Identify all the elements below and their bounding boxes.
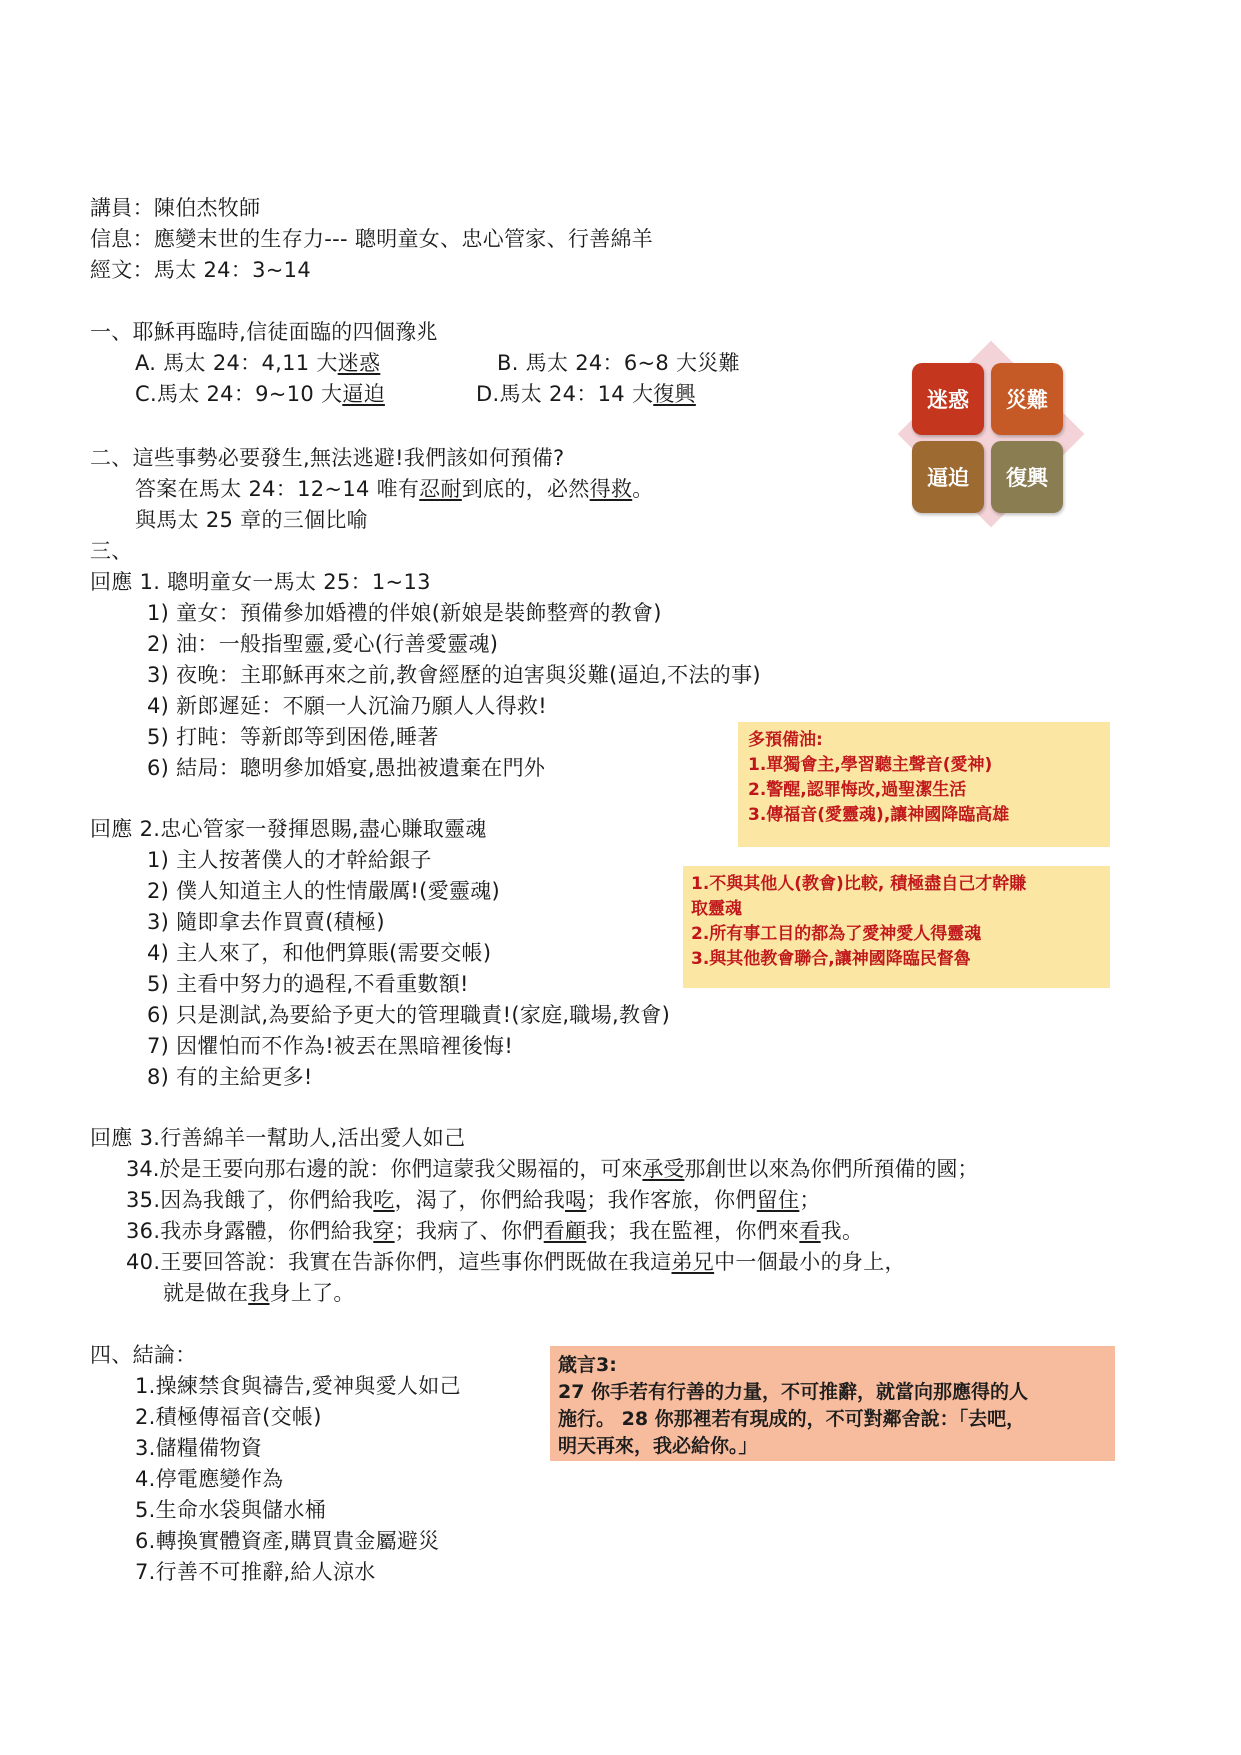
response-2-item: 5) 主看中努力的過程,不看重數額! xyxy=(147,972,469,996)
response-2-item: 4) 主人來了，和他們算賬(需要交帳) xyxy=(147,941,492,965)
callout-prepare-oil xyxy=(738,722,1110,847)
verse-40: 40.王要回答說：我實在告訴你們，這些事你們既做在我這弟兄中一個最小的身上， xyxy=(126,1250,906,1274)
response-2-item: 7) 因懼怕而不作為!被丟在黑暗裡後悔! xyxy=(147,1034,514,1058)
response-2-item: 1) 主人按著僕人的才幹給銀子 xyxy=(147,848,432,872)
section-2-answer: 答案在馬太 24：12~14 唯有忍耐到底的，必然得救。 xyxy=(135,477,654,501)
conclusion-item: 4.停電應變作為 xyxy=(135,1467,284,1491)
callout-proverbs xyxy=(550,1346,1115,1461)
four-signs-diagram xyxy=(898,341,1084,527)
response-1-item: 1) 童女：預備參加婚禮的伴娘(新娘是裝飾整齊的教會) xyxy=(147,601,662,625)
speaker-line: 講員：陳伯杰牧師 xyxy=(90,196,261,220)
sign-d: D.馬太 24：14 大復興 xyxy=(476,382,696,406)
callout-line: 2.所有事工目的都為了愛神愛人得靈魂 xyxy=(691,924,982,944)
callout-line: 3.傳福音(愛靈魂),讓神國降臨高雄 xyxy=(748,805,1010,825)
callout-line: 27 你手若有行善的力量，不可推辭，就當向那應得的人 xyxy=(558,1381,1029,1403)
conclusion-item: 7.行善不可推辭,給人涼水 xyxy=(135,1560,376,1584)
diagram-tile-deception: 迷惑 xyxy=(912,363,984,435)
verse-35: 35.因為我餓了，你們給我吃，渴了，你們給我喝；我作客旅，你們留住； xyxy=(126,1188,821,1212)
section-3-title: 三、 xyxy=(90,539,133,563)
response-1-title: 回應 1. 聰明童女一馬太 25：1~13 xyxy=(90,570,431,594)
response-2-item: 2) 僕人知道主人的性情嚴厲!(愛靈魂) xyxy=(147,879,501,903)
section-2-title: 二、這些事勢必要發生,無法逃避!我們該如何預備? xyxy=(90,446,565,470)
response-2-title: 回應 2.忠心管家一發揮恩賜,盡心賺取靈魂 xyxy=(90,817,487,841)
message-title: 信息：應變末世的生存力--- 聰明童女、忠心管家、行善綿羊 xyxy=(90,227,654,251)
section-1-title: 一、耶穌再臨時,信徒面臨的四個豫兆 xyxy=(90,320,438,344)
response-2-item: 3) 隨即拿去作買賣(積極) xyxy=(147,910,385,934)
diagram-tile-revival: 復興 xyxy=(991,441,1063,513)
conclusion-item: 6.轉換實體資產,購買貴金屬避災 xyxy=(135,1529,440,1553)
response-1-item: 3) 夜晚：主耶穌再來之前,教會經歷的迫害與災難(逼迫,不法的事) xyxy=(147,663,761,687)
conclusion-item: 3.儲糧備物資 xyxy=(135,1436,263,1460)
scripture-line: 經文：馬太 24：3~14 xyxy=(90,258,311,282)
diagram-tile-disaster: 災難 xyxy=(991,363,1063,435)
sign-a: A. 馬太 24：4,11 大迷惑 xyxy=(135,351,381,375)
callout-line: 1.不與其他人(教會)比較, 積極盡自己才幹賺 xyxy=(691,874,1027,894)
sign-b: B. 馬太 24：6~8 大災難 xyxy=(497,351,740,375)
verse-40-cont: 就是做在我身上了。 xyxy=(163,1281,355,1305)
callout-line: 1.單獨會主,學習聽主聲音(愛神) xyxy=(748,755,993,775)
response-1-item: 6) 結局：聰明參加婚宴,愚拙被遺棄在門外 xyxy=(147,756,546,780)
verse-36: 36.我赤身露體，你們給我穿；我病了、你們看顧我；我在監裡，你們來看我。 xyxy=(126,1219,864,1243)
diagram-tile-persecution: 逼迫 xyxy=(912,441,984,513)
response-2-item: 8) 有的主給更多! xyxy=(147,1065,313,1089)
response-1-item: 5) 打盹：等新郎等到困倦,睡著 xyxy=(147,725,439,749)
response-2-item: 6) 只是測試,為要給予更大的管理職責!(家庭,職場,教會) xyxy=(147,1003,671,1027)
sign-c: C.馬太 24：9~10 大逼迫 xyxy=(135,382,385,406)
conclusion-item: 2.積極傳福音(交帳) xyxy=(135,1405,322,1429)
section-4-title: 四、結論： xyxy=(90,1343,197,1367)
callout-title: 多預備油: xyxy=(748,730,823,750)
callout-title: 箴言3: xyxy=(558,1354,617,1376)
response-1-item: 2) 油：一般指聖靈,愛心(行善愛靈魂) xyxy=(147,632,499,656)
callout-line: 施行。 28 你那裡若有現成的，不可對鄰舍說：「去吧， xyxy=(558,1408,1026,1430)
response-1-item: 4) 新郎遲延：不願一人沉淪乃願人人得救! xyxy=(147,694,547,718)
callout-line: 明天再來，我必給你。」 xyxy=(558,1435,758,1457)
response-3-title: 回應 3.行善綿羊一幫助人,活出愛人如己 xyxy=(90,1126,466,1150)
section-2-parables: 與馬太 25 章的三個比喻 xyxy=(135,508,368,532)
conclusion-item: 1.操練禁食與禱告,愛神與愛人如己 xyxy=(135,1374,461,1398)
callout-line: 取靈魂 xyxy=(691,899,742,919)
conclusion-item: 5.生命水袋與儲水桶 xyxy=(135,1498,327,1522)
callout-line: 3.與其他教會聯合,讓神國降臨民督魯 xyxy=(691,949,971,969)
callout-line: 2.警醒,認罪悔改,過聖潔生活 xyxy=(748,780,967,800)
callout-steward xyxy=(683,866,1110,988)
verse-34: 34.於是王要向那右邊的說：你們這蒙我父賜福的，可來承受那創世以來為你們所預備的國； xyxy=(126,1157,979,1181)
